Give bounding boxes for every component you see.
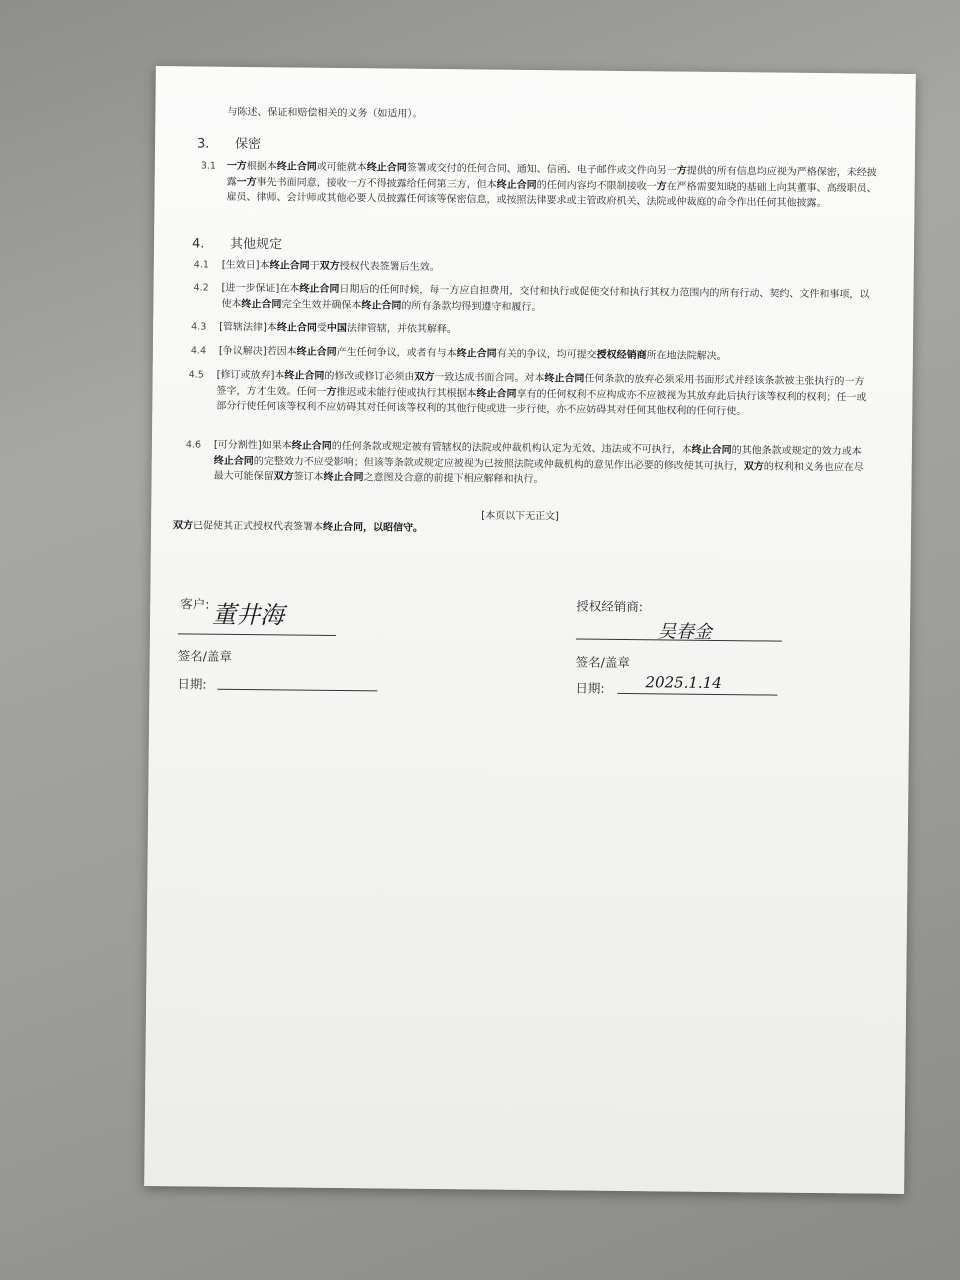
bold-term: 终止合同	[299, 283, 340, 295]
text-run: [生效日]本	[221, 259, 270, 272]
bold-term: 双方	[414, 371, 435, 383]
clause-4-5-number: 4.5	[188, 369, 204, 381]
section-3-heading	[197, 132, 261, 152]
text-run: 推迟或未能行使或执行其根据本	[336, 386, 477, 399]
dealer-date-value: 2025.1.14	[645, 673, 722, 693]
bold-term: ，以昭信守。	[363, 522, 424, 534]
intro-line: 与陈述、保证和赔偿相关的义务（如适用）。	[227, 106, 423, 120]
text-run: 签署或交付的任何合同、通知、信函、电子邮件或文件向另一	[406, 162, 677, 177]
clause-4-5-text	[216, 368, 866, 421]
bold-term: 终止合同	[456, 348, 497, 360]
customer-date-line	[217, 689, 377, 692]
text-run: 享有的任何权利不应构成亦不应被视为其放弃此后执行该等权利的权利；任一或部分行使任何该等权利不应妨碍其对任何该等权利的其他行使或进一步行使，亦不应妨碍其对任何其他权利的任何行使。	[216, 388, 867, 418]
dealer-signature: 吴春金	[657, 621, 713, 643]
clause-4-3-number: 4.3	[191, 321, 207, 333]
text-run: 完全生效并确保本	[281, 298, 362, 311]
text-run: 的所有条款均得到遵守和履行。	[401, 300, 542, 313]
text-run: [管辖法律]本	[219, 321, 278, 334]
bold-term: 终止合同	[366, 162, 407, 174]
text-run: [修订或放弃]本	[216, 369, 285, 382]
clause-4-4-number: 4.4	[190, 345, 207, 357]
bold-term: 终止合同	[291, 440, 332, 452]
clause-4-4-text	[219, 344, 869, 366]
text-run: 授权代表签署后生效。	[339, 260, 440, 274]
text-run: 日期后的任何时候，每一方应自担费用，交付和执行或促使交付和执行其权力范围内的所有行动、契约、文件和事项，以使本	[221, 283, 870, 310]
clause-4-2-number: 4.2	[193, 282, 209, 294]
bold-term: 终止合同	[323, 471, 364, 484]
bold-term: 授权经销商	[596, 349, 647, 362]
text-run: 的修改或修订必须由	[324, 370, 415, 383]
bold-term: 终止合同	[496, 179, 537, 191]
clause-4-6-text	[214, 438, 864, 491]
text-run: 一致达成书面合同。对本	[434, 371, 545, 385]
bold-term: 方	[326, 386, 337, 398]
bold-term: 双方	[273, 471, 294, 483]
customer-sign-label: 签名/盖章	[177, 648, 233, 664]
text-run: 或可能就本	[316, 161, 367, 174]
customer-date-label: 日期:	[177, 676, 207, 692]
text-run: [可分割性]如果本	[213, 439, 292, 452]
text-run: 所在地法院解决。	[646, 350, 727, 363]
clause-3-1-text	[226, 159, 876, 212]
bold-term: 终止合同	[276, 161, 317, 173]
text-run: 提供的所有信息均应视为严格保密，未经披露	[226, 165, 877, 188]
clause-4-1-text	[222, 258, 872, 280]
document-page	[144, 66, 916, 1194]
dealer-label: 授权经销商:	[576, 598, 644, 615]
text-run: 的任何条款或规定被有管辖权的法院或仲裁机构认定为无效、违法或不可执行，本	[331, 440, 692, 456]
bold-term: 方	[656, 180, 667, 192]
bold-term: 终止合同	[241, 298, 282, 310]
text-run: 之意图及合意的前提下相应解释和执行。	[363, 472, 544, 486]
bold-term: 双方	[173, 520, 194, 532]
text-run: 法律管辖，并依其解释。	[346, 323, 458, 336]
bold-term: 终止合同	[269, 260, 310, 272]
text-run: [争议解决]若因本	[218, 345, 297, 358]
text-run: 的任何内容均不限制接收一	[536, 179, 657, 192]
bold-term: 终止合同	[284, 370, 325, 382]
bold-term: 终止合同	[296, 346, 337, 358]
bold-term: 中国	[326, 322, 348, 335]
text-run: 根据本	[246, 161, 277, 173]
clause-4-3-text	[219, 320, 869, 342]
section-4-heading	[192, 232, 282, 252]
customer-signature: 董井海	[211, 600, 285, 630]
customer-label: 客户:	[180, 596, 210, 612]
bold-term: 终止合同	[276, 322, 318, 334]
bold-term: 终止合同	[544, 373, 585, 385]
text-run: 于	[309, 260, 320, 272]
text-run: 任何条款的放弃必须采用书面形式并经该条款被主张执行的一方签字，方才生效。任何一	[216, 373, 865, 398]
section-4-number: 4.	[191, 236, 205, 252]
clause-4-2-text	[221, 281, 871, 319]
text-run: 的权利和义务也应在尽最大可能保留	[213, 460, 864, 483]
bold-term: 终止合同	[323, 521, 364, 534]
text-run: 已促使其正式授权代表签署本	[193, 520, 324, 533]
customer-signature-line	[178, 633, 336, 636]
section-4-title: 其他规定	[229, 236, 283, 253]
section-3-title: 保密	[234, 136, 262, 153]
bold-term: 方	[676, 165, 687, 177]
text-run: 的其他条款或规定的效力或本	[731, 445, 862, 458]
clause-4-1-number: 4.1	[193, 259, 209, 271]
clause-4-6-number: 4.6	[185, 439, 202, 451]
bold-term: 终止合同	[213, 455, 254, 467]
text-run: 在严格需要知晓的基础上向其董事、高级职员、雇员、律师、会计师或其他必要人员披露任何该等保密信息，或按照法律要求或主管政府机关、法院或仲裁庭的命令作出任何其他披露。	[226, 180, 877, 210]
text-run: 签订本	[293, 471, 324, 483]
text-run: 有关的争议，均可提交	[496, 348, 597, 361]
text-run: 的完整效力不应受影响；但该等条款或规定应被视为已按照法院或仲裁机构的意见作出必要的修改使其可执行，	[253, 455, 744, 472]
bold-term: 终止合同	[691, 444, 732, 457]
bold-term: 双方	[743, 460, 764, 472]
witness-clause	[173, 518, 423, 536]
no-text-below-note: [本页以下无正文]	[481, 510, 560, 523]
clause-3-1-number: 3.1	[200, 160, 217, 172]
dealer-date-line	[617, 693, 777, 696]
bold-term: 一方	[226, 160, 247, 173]
text-run: 受	[316, 322, 328, 334]
dealer-sign-label: 签名/盖章	[575, 654, 630, 671]
bold-term: 终止合同	[361, 299, 402, 312]
dealer-date-label: 日期:	[575, 680, 605, 696]
text-run: 事先书面同意，接收一方不得披露给任何第三方，但本	[256, 176, 497, 191]
section-3-number: 3.	[196, 136, 210, 152]
text-run: [进一步保证]在本	[221, 282, 300, 295]
bold-term: 双方	[319, 260, 340, 272]
text-run: 产生任何争议，或者有与本	[336, 346, 457, 360]
bold-term: 终止合同	[476, 387, 517, 400]
bold-term: 一方	[236, 176, 257, 188]
